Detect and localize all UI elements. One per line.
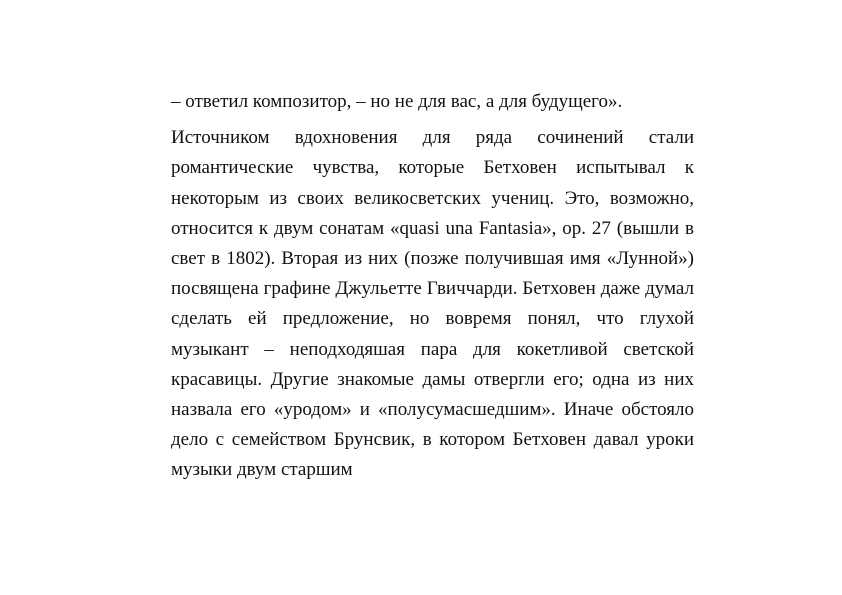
paragraph-continuation: – ответил композитор, – но не для вас, а для будущего». (171, 91, 623, 112)
paragraph-main: Источником вдохновения для ряда сочинений стали романтические чувства, которые Бетховен испытывал к некоторым из своих великосветских учениц. Это, возможно, относится к двум сонатам «quasi una Fantasia», op. 27 (вышли в свет в 1802). Вторая из них (позже получившая имя «Лунной») посвящена графине Джульетте Гвиччарди. Бетховен даже думал сделать ей предложение, но вовремя понял, что глухой музыкант – неподходяшая пара для кокетливой светской красавицы. Другие знакомые дамы отвергли его; одна из них назвала его «уродом» и «полусумасшедшим». Иначе обстояло дело с семейством Брунсвик, в котором Бетховен давал уроки музыки двум старшим (171, 127, 694, 481)
body-text (171, 87, 694, 486)
